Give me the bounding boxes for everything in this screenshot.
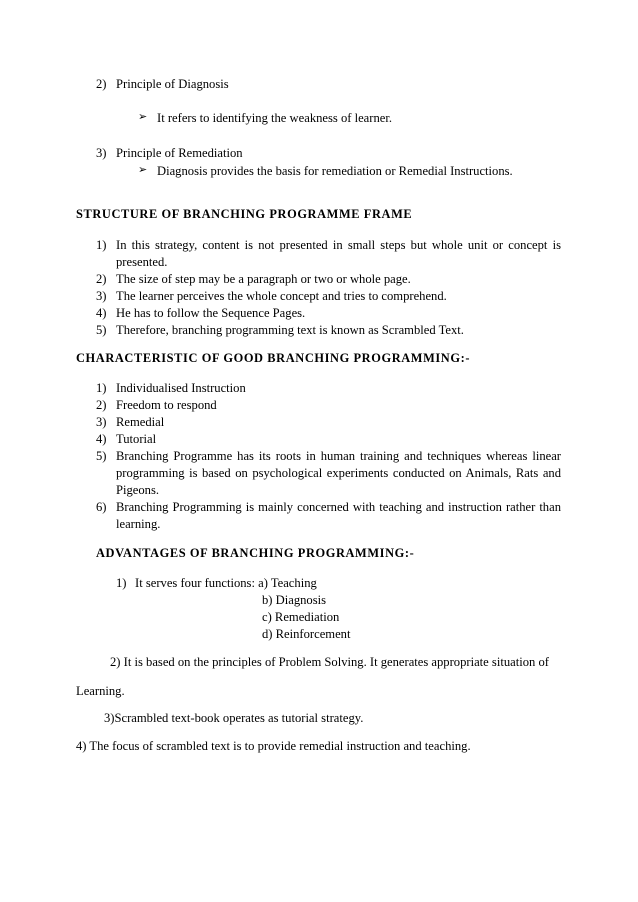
section-heading-advantages: ADVANTAGES OF BRANCHING PROGRAMMING:- <box>96 546 415 560</box>
paragraph-text: 3)Scrambled text-book operates as tutorial strategy. <box>104 711 364 725</box>
list-item-text: In this strategy, content is not presented in small steps but whole unit or concept is presented. <box>116 238 561 269</box>
list-item-text: Remedial <box>116 415 165 429</box>
bullet-text: It refers to identifying the weakness of learner. <box>157 111 392 125</box>
list-item-text: It serves four functions: a) Teaching <box>135 576 317 590</box>
list-item-text: Branching Programming is mainly concerned with teaching and instruction rather than learning. <box>116 500 561 531</box>
list-number: 4) <box>96 306 107 320</box>
list-number: 5) <box>96 323 107 337</box>
function-item: d) Reinforcement <box>262 627 351 641</box>
list-number: 5) <box>96 449 107 463</box>
list-number: 1) <box>116 576 127 590</box>
paragraph-text: Learning. <box>76 684 125 698</box>
function-item: b) Diagnosis <box>262 593 327 607</box>
list-number: 1) <box>96 238 107 252</box>
list-item-text: Therefore, branching programming text is known as Scrambled Text. <box>116 323 464 337</box>
list-item-text: Principle of Diagnosis <box>116 77 229 91</box>
section-heading-characteristic: CHARACTERISTIC OF GOOD BRANCHING PROGRAMMING:- <box>76 351 471 365</box>
arrow-bullet-icon: ➢ <box>138 111 148 123</box>
section-heading-structure: STRUCTURE OF BRANCHING PROGRAMME FRAME <box>76 207 413 221</box>
list-number: 1) <box>96 381 107 395</box>
list-item-text: Individualised Instruction <box>116 381 246 395</box>
list-item-text: The learner perceives the whole concept and tries to comprehend. <box>116 289 447 303</box>
list-item-text: He has to follow the Sequence Pages. <box>116 306 306 320</box>
list-number: 2) <box>96 77 107 91</box>
list-number: 3) <box>96 146 107 160</box>
list-item-text: Principle of Remediation <box>116 146 243 160</box>
list-item-text: Tutorial <box>116 432 157 446</box>
list-item-text: The size of step may be a paragraph or two or whole page. <box>116 272 411 286</box>
bullet-text: Diagnosis provides the basis for remediation or Remedial Instructions. <box>157 164 513 178</box>
list-number: 4) <box>96 432 107 446</box>
list-number: 6) <box>96 500 107 514</box>
function-item: c) Remediation <box>262 610 340 624</box>
list-number: 2) <box>96 272 107 286</box>
list-number: 3) <box>96 289 107 303</box>
arrow-bullet-icon: ➢ <box>138 164 148 176</box>
list-item-text: Freedom to respond <box>116 398 217 412</box>
paragraph-text: 4) The focus of scrambled text is to provide remedial instruction and teaching. <box>76 739 471 753</box>
list-number: 3) <box>96 415 107 429</box>
list-number: 2) <box>96 398 107 412</box>
paragraph-text: 2) It is based on the principles of Problem Solving. It generates appropriate situation of <box>110 655 549 669</box>
list-item-text: Branching Programme has its roots in human training and techniques whereas linear programming is based on psychological experiments conducted on Animals, Rats and Pigeons. <box>116 449 561 497</box>
